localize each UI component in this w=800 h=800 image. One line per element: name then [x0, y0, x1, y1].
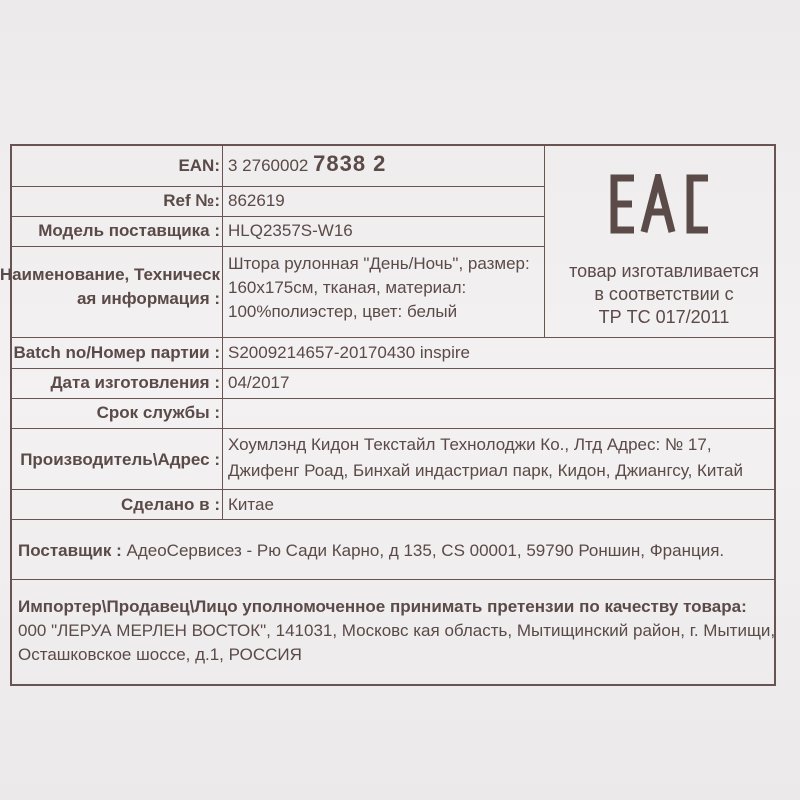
ean-check-digits: 7838 2 — [313, 151, 387, 176]
name-value-line3: 100%полиэстер, цвет: белый — [228, 302, 458, 321]
row-divider — [12, 337, 774, 338]
row-divider — [12, 216, 544, 217]
supplier-value: АдеоСервисез - Рю Сади Карно, д 135, CS 00001, 59790 Роншин, Франция. — [126, 541, 725, 560]
manufacturer-line2: Джифенг Роад, Бинхай индастриал парк, Кидон, Джиангсу, Китай — [228, 461, 743, 480]
eac-line3: ТР ТС 017/2011 — [598, 307, 730, 327]
eac-mark-icon — [608, 174, 712, 234]
name-label-line1: Наименование, Техническ — [0, 265, 220, 284]
name-value-line1: Штора рулонная "День/Ночь", размер: — [228, 254, 530, 273]
name-label-line2: ая информация : — [76, 289, 220, 308]
column-divider — [222, 146, 223, 519]
made-in-value: Китае — [228, 495, 274, 514]
model-value: HLQ2357S-W16 — [228, 221, 353, 240]
row-divider — [12, 428, 774, 429]
importer-line1: 000 "ЛЕРУА МЕРЛЕН ВОСТОК", 141031, Московс кая область, Мытищинский район, г. Мытищи, — [18, 621, 776, 640]
product-label — [0, 144, 776, 686]
row-divider — [12, 489, 774, 490]
column-divider — [544, 146, 545, 337]
eac-line1: товар изготавливается — [569, 261, 759, 281]
row-divider — [12, 519, 774, 520]
date-value: 04/2017 — [228, 373, 290, 392]
batch-label: Batch no/Номер партии : — [13, 343, 220, 362]
ean-prefix: 3 2760002 — [228, 156, 309, 175]
supplier-label: Поставщик : — [18, 541, 122, 560]
ean-value — [228, 153, 386, 176]
manufacturer-label: Производитель\Адрес : — [20, 450, 220, 469]
date-label: Дата изготовления : — [50, 373, 220, 392]
ref-label: Ref №: — [163, 191, 220, 210]
importer-label: Импортер\Продавец\Лицо уполномоченное принимать претензии по качеству товара: — [18, 597, 747, 616]
made-in-label: Сделано в : — [121, 495, 220, 514]
row-divider — [12, 368, 774, 369]
eac-statement — [550, 260, 778, 329]
model-label: Модель поставщика : — [38, 221, 220, 240]
ref-value: 862619 — [228, 191, 285, 210]
supplier-line — [18, 540, 724, 562]
service-life-label: Срок службы : — [96, 403, 220, 422]
batch-value: S2009214657-20170430 inspire — [228, 343, 470, 362]
row-divider — [12, 579, 774, 580]
eac-line2: в соответствии с — [594, 284, 734, 304]
importer-line2: Осташковское шоссе, д.1, РОССИЯ — [18, 645, 302, 664]
ean-label: EAN: — [178, 156, 220, 175]
row-divider — [12, 246, 544, 247]
name-value-line2: 160х175см, тканая, материал: — [228, 278, 467, 297]
row-divider — [12, 186, 544, 187]
manufacturer-line1: Хоумлэнд Кидон Текстайл Технолоджи Ко., Лтд Адрес: № 17, — [228, 435, 712, 454]
row-divider — [12, 398, 774, 399]
